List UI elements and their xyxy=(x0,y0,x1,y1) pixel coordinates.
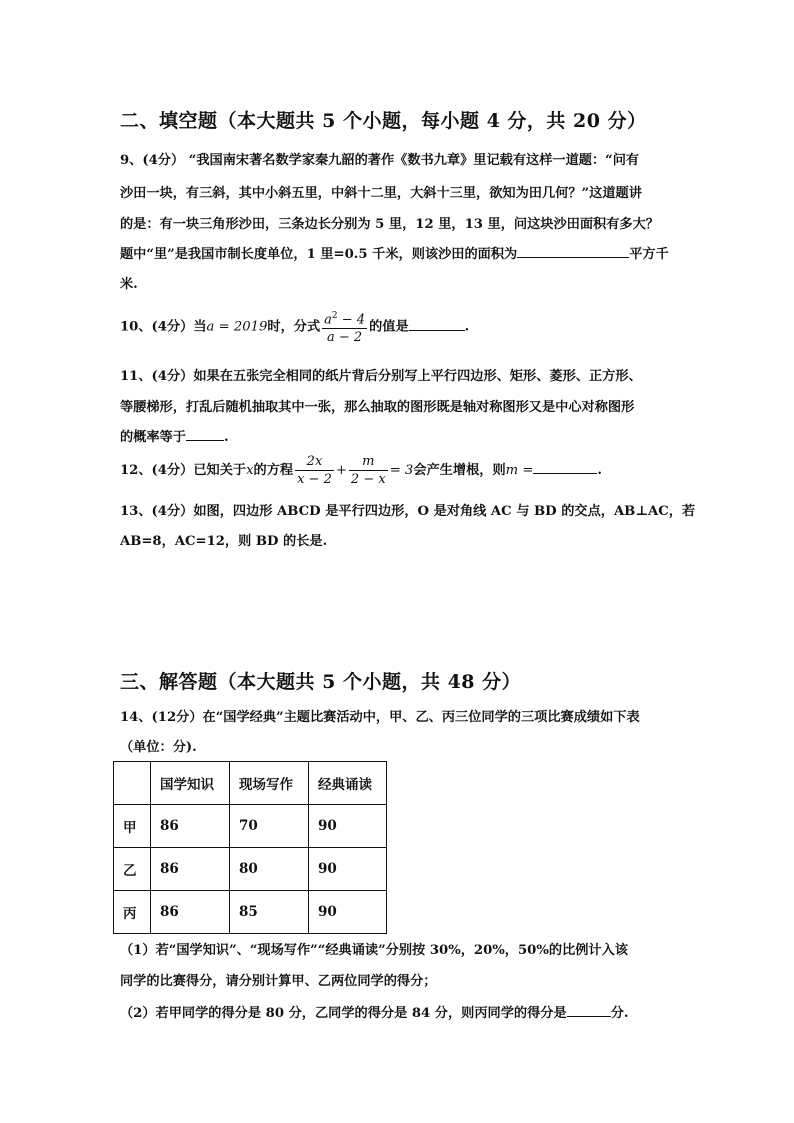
q12-f1-numerator: 2x xyxy=(295,453,334,471)
q11-answer-blank[interactable] xyxy=(186,428,224,441)
q10-numerator-exp: 2 xyxy=(331,311,338,321)
table-cell: 86 xyxy=(151,805,230,848)
table-cell: 乙 xyxy=(114,848,151,891)
table-cell: 90 xyxy=(309,848,387,891)
q12-f2-denominator: 2 − x xyxy=(350,472,386,487)
table-cell: 80 xyxy=(230,848,309,891)
q12-m-label: m = xyxy=(505,463,534,478)
q9-unit: 平方千 xyxy=(629,247,669,262)
q10-numerator-rest: − 4 xyxy=(337,312,366,328)
q12-equals: = 3 xyxy=(389,463,414,478)
q9-answer-blank[interactable] xyxy=(517,245,629,258)
table-cell: 70 xyxy=(230,805,309,848)
q11-line-3 xyxy=(120,426,229,445)
q9-line-4-text: 题中“里”是我国市制长度单位，1 里=0.5 千米，则该沙田的面积为 xyxy=(120,247,518,262)
q11-line-1: 11、(4分）如果在五张完全相同的纸片背后分别写上平行四边形、矩形、菱形、正方形、 xyxy=(120,369,642,384)
q12-fraction-1 xyxy=(295,453,334,488)
q14-part1-line-1: （1）若“国学知识”、“现场写作”“经典诵读”分别按 30%，20%，50%的比例计入该 xyxy=(120,943,628,958)
q10-prefix: 10、(4分）当 xyxy=(120,319,207,335)
q12-fraction-2 xyxy=(349,453,388,488)
q14-answer-blank[interactable] xyxy=(567,1004,611,1017)
table-cell: 甲 xyxy=(114,805,151,848)
table-cell: 90 xyxy=(309,805,387,848)
q13-line-1: 13、(4分）如图，四边形 ABCD 是平行四边形，O 是对角线 AC 与 BD 的交点，AB⊥AC，若 xyxy=(120,504,696,519)
q12-prefix: 12、(4分）已知关于 xyxy=(120,463,247,478)
q10-answer-blank[interactable] xyxy=(409,318,465,331)
q12-plus: + xyxy=(335,463,347,478)
section-2-title: 二、填空题（本大题共 5 个小题，每小题 4 分，共 20 分） xyxy=(120,110,647,132)
table-row xyxy=(114,848,387,891)
table-header-row xyxy=(114,762,387,805)
q12-f1-denominator: x − 2 xyxy=(297,472,332,487)
q12-mid: 的方程 xyxy=(253,463,294,478)
q10-denominator: a − 2 xyxy=(327,330,363,346)
q11-line-2: 等腰梯形，打乱后随机抽取其中一张，那么抽取的图形既是轴对称图形又是中心对称图形 xyxy=(120,400,635,415)
q10-fraction xyxy=(322,308,367,346)
q10-numerator-var: a xyxy=(324,312,332,328)
q14-part2-unit: 分. xyxy=(610,1006,629,1021)
table-row xyxy=(114,891,387,934)
table-cell: 90 xyxy=(309,891,387,934)
q11-line-3-text: 的概率等于 xyxy=(120,430,186,445)
table-header-cell: 经典诵读 xyxy=(309,762,387,805)
q9-line-3: 的是：有一块三角形沙田，三条边长分别为 5 里，12 里，13 里，问这块沙田面积有多大？ xyxy=(120,217,659,232)
q12-end: . xyxy=(597,463,602,478)
score-table xyxy=(113,761,387,934)
q9-line-1: 9、(4分） “我国南宋著名数学家秦九韶的著作《数书九章》里记载有这样一道题：“问有 xyxy=(120,153,640,168)
table-cell: 86 xyxy=(151,891,230,934)
q14-line-1: 14、(12分）在“国学经典”主题比赛活动中，甲、乙、丙三位同学的三项比赛成绩如下表 xyxy=(120,710,640,725)
table-cell: 85 xyxy=(230,891,309,934)
table-header-cell xyxy=(114,762,151,805)
q9-line-2: 沙田一块，有三斜，其中小斜五里，中斜十二里，大斜十三里，欲知为田几何？”这道题讲 xyxy=(120,186,642,201)
table-row xyxy=(114,805,387,848)
q14-part1-line-2: 同学的比赛得分，请分别计算甲、乙两位同学的得分； xyxy=(120,974,437,989)
q9-line-4 xyxy=(120,243,669,262)
q12-line xyxy=(120,453,602,488)
q14-part2-text: （2）若甲同学的得分是 80 分，乙同学的得分是 84 分，则丙同学的得分是 xyxy=(120,1006,567,1021)
q10-condition: a = 2019 xyxy=(206,319,268,335)
q10-end: . xyxy=(464,319,470,335)
q10-suffix: 的值是 xyxy=(369,319,409,335)
q13-line-2: AB=8，AC=12，则 BD 的长是. xyxy=(120,534,328,549)
table-cell: 86 xyxy=(151,848,230,891)
q10-line xyxy=(120,308,469,346)
q14-part2-line xyxy=(120,1002,628,1021)
q12-answer-blank[interactable] xyxy=(533,461,597,474)
q12-f2-numerator: m xyxy=(349,453,388,471)
q14-line-2: （单位：分). xyxy=(120,740,197,755)
table-cell: 丙 xyxy=(114,891,151,934)
q9-line-5: 米. xyxy=(120,277,138,292)
q12-suffix: 会产生增根，则 xyxy=(413,463,506,478)
section-3-title: 三、解答题（本大题共 5 个小题，共 48 分） xyxy=(120,671,522,693)
table-header-cell: 国学知识 xyxy=(151,762,230,805)
q12-variable: x xyxy=(246,463,254,478)
q10-mid: 时，分式 xyxy=(267,319,321,335)
q11-end: . xyxy=(223,430,229,445)
table-header-cell: 现场写作 xyxy=(230,762,309,805)
